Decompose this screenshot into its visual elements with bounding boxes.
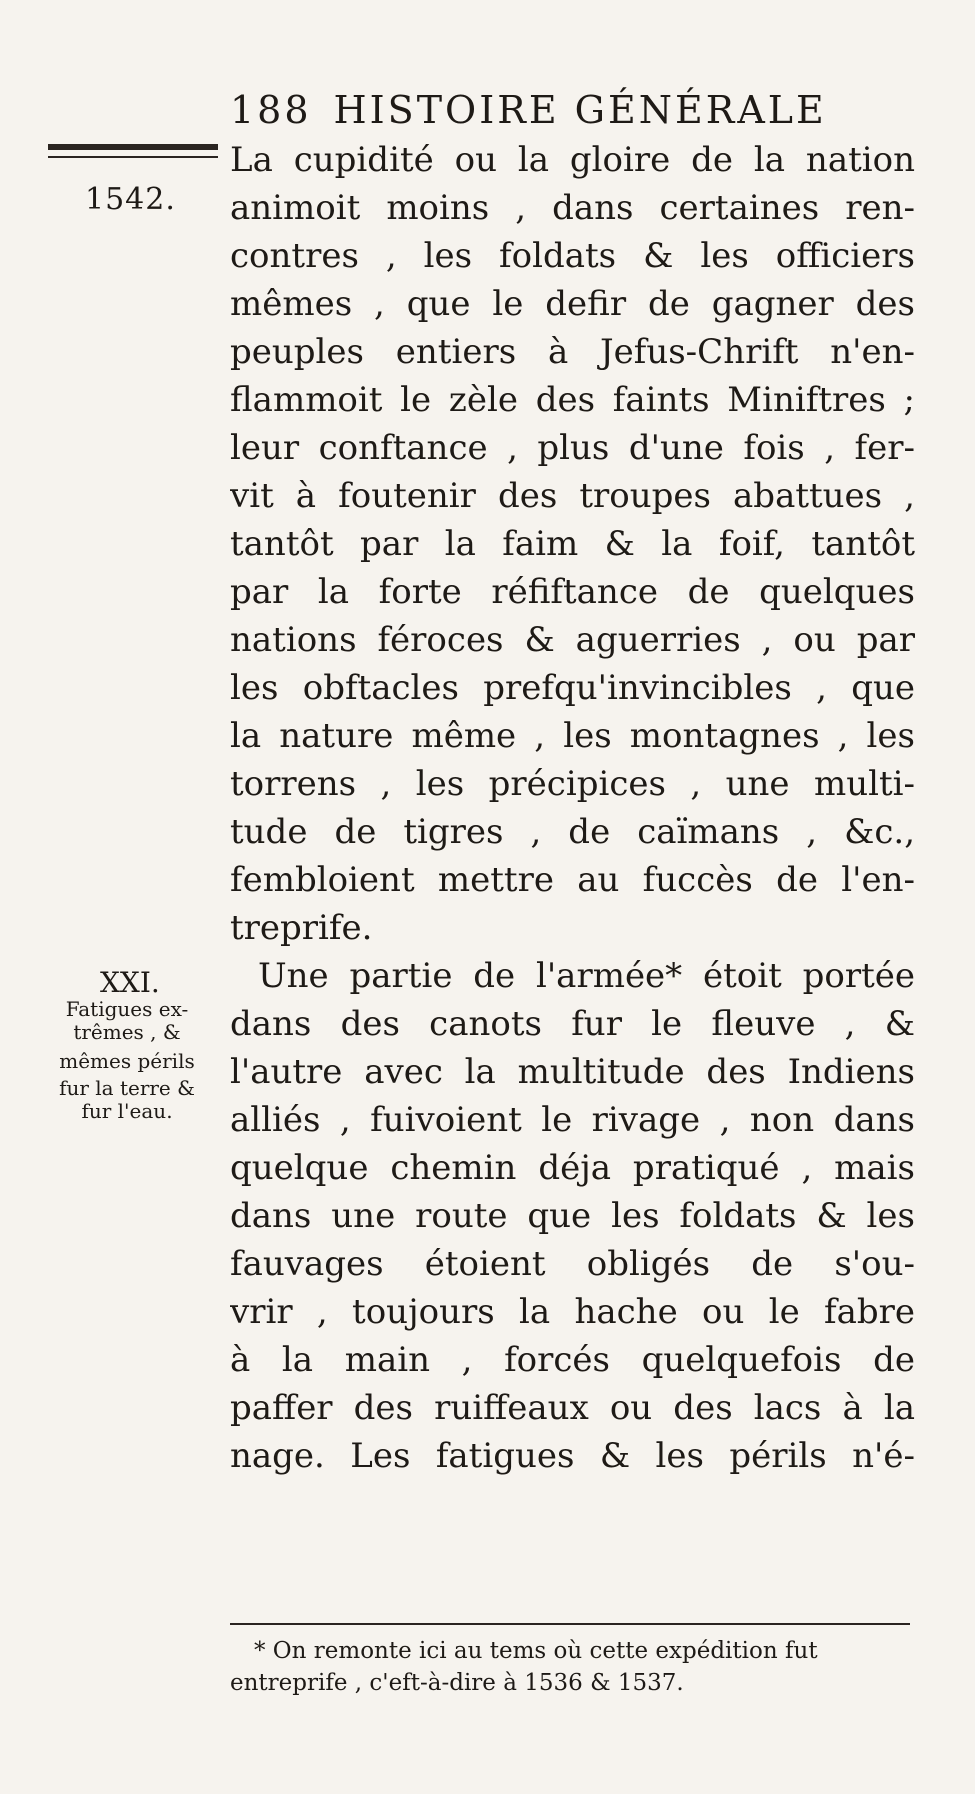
body-line: les obftacles prefqu'invincibles , que (230, 668, 915, 708)
running-title: HISTOIRE GÉNÉRALE (333, 88, 827, 132)
margin-summary-line: fur l'eau. (81, 1099, 173, 1123)
body-line: tantôt par la faim & la foif, tantôt (230, 524, 915, 564)
section-number: XXI. (100, 966, 160, 999)
body-line: alliés , fuivoient le rivage , non dans (230, 1100, 915, 1140)
footnote-line: entreprife , c'eft-à-dire à 1536 & 1537. (230, 1670, 684, 1696)
body-line: mêmes , que le defir de gagner des (230, 284, 915, 324)
body-line: fembloient mettre au fuccès de l'en- (230, 860, 915, 900)
body-line: flammoit le zèle des faints Miniftres ; (230, 380, 915, 420)
margin-summary-line: mêmes périls (59, 1049, 195, 1073)
body-line: dans une route que les foldats & les (230, 1196, 915, 1236)
margin-rule-thick (48, 144, 218, 150)
body-line: l'autre avec la multitude des Indiens (230, 1052, 915, 1092)
body-line: contres , les foldats & les officiers (230, 236, 915, 276)
body-line: Une partie de l'armée* étoit portée (258, 956, 915, 996)
page-number: 188 (230, 88, 312, 132)
body-line: paffer des ruiffeaux ou des lacs à la (230, 1388, 915, 1428)
footnote-line: * On remonte ici au tems où cette expédition fut (254, 1638, 818, 1664)
footnote-rule (230, 1623, 910, 1625)
running-header (230, 88, 910, 132)
margin-summary-line: fur la terre & (59, 1076, 195, 1100)
body-line: dans des canots fur le fleuve , & (230, 1004, 915, 1044)
body-line: par la forte réfiftance de quelques (230, 572, 915, 612)
body-line: animoit moins , dans certaines ren- (230, 188, 915, 228)
body-line: quelque chemin déja pratiqué , mais (230, 1148, 915, 1188)
margin-rule-thin (48, 156, 218, 158)
body-line: vrir , toujours la hache ou le fabre (230, 1292, 915, 1332)
margin-year: 1542. (85, 182, 176, 217)
body-line: leur conftance , plus d'une fois , fer- (230, 428, 915, 468)
body-line: nage. Les fatigues & les périls n'é- (230, 1436, 915, 1476)
body-line: la nature même , les montagnes , les (230, 716, 915, 756)
body-line: fauvages étoient obligés de s'ou- (230, 1244, 915, 1284)
body-line: peuples entiers à Jefus-Chrift n'en- (230, 332, 915, 372)
body-line: nations féroces & aguerries , ou par (230, 620, 915, 660)
body-line: torrens , les précipices , une multi- (230, 764, 915, 804)
margin-summary-line: Fatigues ex- (65, 997, 189, 1021)
margin-summary-line: trêmes , & (73, 1020, 181, 1044)
body-line: vit à foutenir des troupes abattues , (230, 476, 915, 516)
body-line: La cupidité ou la gloire de la nation (230, 140, 915, 180)
body-line: tude de tigres , de caïmans , &c., (230, 812, 915, 852)
body-line: à la main , forcés quelquefois de (230, 1340, 915, 1380)
body-line: treprife. (230, 908, 373, 948)
